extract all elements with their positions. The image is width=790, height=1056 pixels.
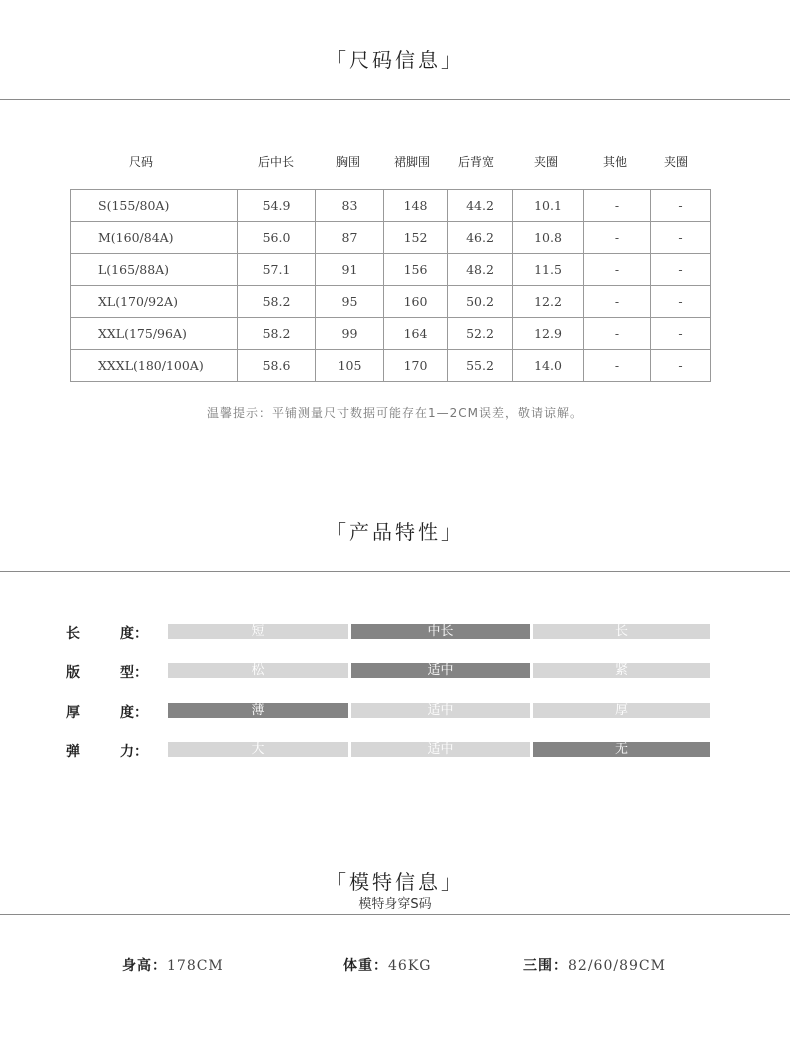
- table-cell: 46.2: [448, 222, 513, 254]
- table-cell: 87: [316, 222, 384, 254]
- feature-label-char: 型：: [120, 665, 148, 681]
- table-cell: S(155/80A): [71, 190, 238, 222]
- table-cell: -: [584, 254, 651, 286]
- feature-label-char: 弹: [66, 744, 80, 760]
- table-cell: -: [651, 254, 711, 286]
- feature-option: 薄: [168, 703, 348, 718]
- table-cell: 12.9: [513, 318, 584, 350]
- table-cell: 91: [316, 254, 384, 286]
- model-section-title: 「模特信息」: [326, 870, 464, 894]
- model-weight: [343, 955, 431, 975]
- divider: [0, 99, 790, 100]
- feature-option: 短: [168, 624, 348, 639]
- table-cell: -: [584, 318, 651, 350]
- measure-label: 三围：: [523, 958, 568, 974]
- table-cell: 148: [384, 190, 448, 222]
- feature-label-char: 力：: [120, 744, 148, 760]
- model-subtitle: 模特身穿S码: [358, 897, 432, 912]
- measurement-tip: 温馨提示：平铺测量尺寸数据可能存在1—2CM误差，敬请谅解。: [206, 406, 583, 420]
- header-back-width: 后背宽: [458, 155, 495, 169]
- feature-option: 中长: [351, 624, 530, 639]
- feature-option: 长: [533, 624, 710, 639]
- height-value: 178CM: [167, 958, 224, 974]
- header-other: 其他: [603, 155, 628, 169]
- feature-label-char: 厚: [66, 705, 80, 721]
- feature-option: 大: [168, 742, 348, 757]
- size-table: [70, 189, 711, 382]
- table-row: [71, 318, 711, 350]
- feature-label-char: 版: [66, 665, 80, 681]
- table-cell: 57.1: [238, 254, 316, 286]
- header-hem: 裙脚围: [394, 155, 431, 169]
- feature-option: 适中: [351, 703, 530, 718]
- table-row: [71, 350, 711, 382]
- table-cell: 12.2: [513, 286, 584, 318]
- table-cell: -: [584, 350, 651, 382]
- divider: [0, 571, 790, 572]
- feature-label-char: 长: [66, 626, 80, 642]
- table-cell: 52.2: [448, 318, 513, 350]
- table-cell: 44.2: [448, 190, 513, 222]
- table-cell: 14.0: [513, 350, 584, 382]
- feature-section-title: 「产品特性」: [326, 520, 464, 544]
- header-back-length: 后中长: [258, 155, 295, 169]
- table-cell: 56.0: [238, 222, 316, 254]
- table-row: [71, 222, 711, 254]
- table-cell: 156: [384, 254, 448, 286]
- header-armhole: 夹圈: [534, 155, 559, 169]
- table-cell: -: [651, 350, 711, 382]
- table-cell: XL(170/92A): [71, 286, 238, 318]
- table-cell: -: [651, 286, 711, 318]
- feature-label-char: 度：: [120, 705, 148, 721]
- table-cell: L(165/88A): [71, 254, 238, 286]
- table-cell: 105: [316, 350, 384, 382]
- table-row: [71, 254, 711, 286]
- table-cell: -: [651, 222, 711, 254]
- weight-label: 体重：: [343, 958, 388, 974]
- header-size: 尺码: [129, 155, 154, 169]
- table-cell: 152: [384, 222, 448, 254]
- table-cell: 99: [316, 318, 384, 350]
- table-cell: -: [651, 190, 711, 222]
- table-row: [71, 190, 711, 222]
- table-cell: 50.2: [448, 286, 513, 318]
- table-cell: -: [584, 286, 651, 318]
- size-section-title: 「尺码信息」: [326, 48, 464, 72]
- feature-label-char: 度：: [120, 626, 148, 642]
- feature-option: 厚: [533, 703, 710, 718]
- table-cell: 58.6: [238, 350, 316, 382]
- header-armhole-2: 夹圈: [664, 155, 689, 169]
- table-cell: 10.8: [513, 222, 584, 254]
- feature-option: 无: [533, 742, 710, 757]
- table-cell: XXXL(180/100A): [71, 350, 238, 382]
- table-cell: 11.5: [513, 254, 584, 286]
- table-cell: 48.2: [448, 254, 513, 286]
- table-cell: M(160/84A): [71, 222, 238, 254]
- divider: [0, 914, 790, 915]
- table-cell: 58.2: [238, 318, 316, 350]
- table-cell: -: [651, 318, 711, 350]
- height-label: 身高：: [122, 958, 167, 974]
- table-row: [71, 286, 711, 318]
- header-chest: 胸围: [336, 155, 361, 169]
- table-cell: 164: [384, 318, 448, 350]
- feature-option: 适中: [351, 663, 530, 678]
- table-cell: 160: [384, 286, 448, 318]
- table-cell: -: [584, 190, 651, 222]
- table-cell: 55.2: [448, 350, 513, 382]
- table-cell: XXL(175/96A): [71, 318, 238, 350]
- measure-value: 82/60/89CM: [568, 958, 666, 974]
- table-cell: 170: [384, 350, 448, 382]
- table-cell: -: [584, 222, 651, 254]
- feature-option: 松: [168, 663, 348, 678]
- table-cell: 10.1: [513, 190, 584, 222]
- weight-value: 46KG: [388, 958, 432, 974]
- model-measurements: [523, 955, 666, 975]
- table-cell: 95: [316, 286, 384, 318]
- table-cell: 83: [316, 190, 384, 222]
- table-cell: 54.9: [238, 190, 316, 222]
- model-height: [122, 955, 224, 975]
- feature-option: 紧: [533, 663, 710, 678]
- feature-option: 适中: [351, 742, 530, 757]
- table-cell: 58.2: [238, 286, 316, 318]
